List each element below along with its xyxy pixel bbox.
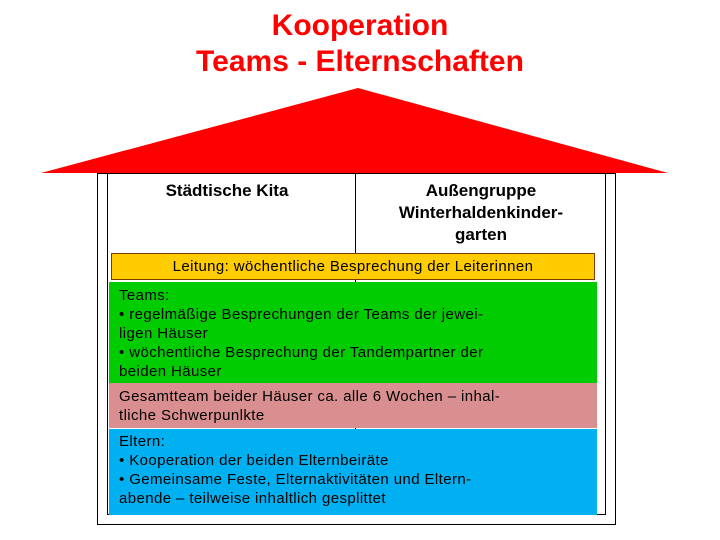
- band-teams: [109, 282, 597, 383]
- teams-line: beiden Häuser: [119, 363, 222, 380]
- eltern-line: abende – teilweise inhaltlich gesplittet: [119, 490, 386, 507]
- gesamtteam-line: tliche Schwerpunlkte: [119, 407, 265, 424]
- title-line-1: Kooperation: [271, 9, 449, 42]
- eltern-line: Eltern:: [119, 433, 166, 450]
- title-line-2: Teams - Elternschaften: [196, 45, 524, 78]
- column-label-line: Winterhaldenkinder-: [398, 203, 564, 222]
- teams-line: • wöchentliche Besprechung der Tandempartner der: [119, 344, 484, 361]
- column-label-aussengruppe: [358, 180, 604, 246]
- roof-triangle: [41, 88, 668, 173]
- eltern-line: • Kooperation der beiden Elternbeiräte: [119, 452, 389, 469]
- band-gesamtteam: [109, 383, 597, 428]
- band-leitung: Leitung: wöchentliche Besprechung der Leiterinnen: [111, 253, 595, 280]
- teams-line: • regelmäßige Besprechungen der Teams der jewei-: [119, 306, 484, 323]
- teams-line: Teams:: [119, 287, 170, 304]
- column-divider: [355, 173, 356, 253]
- column-label-line: Außengruppe: [425, 181, 537, 200]
- teams-line: ligen Häuser: [119, 325, 209, 342]
- gesamtteam-line: Gesamtteam beider Häuser ca. alle 6 Wochen – inhal-: [119, 388, 501, 405]
- column-label-staedtische-kita: Städtische Kita: [165, 181, 289, 200]
- band-eltern: [109, 429, 597, 515]
- eltern-line: • Gemeinsame Feste, Elternaktivitäten und Eltern-: [119, 471, 472, 488]
- column-label-line: garten: [455, 225, 507, 244]
